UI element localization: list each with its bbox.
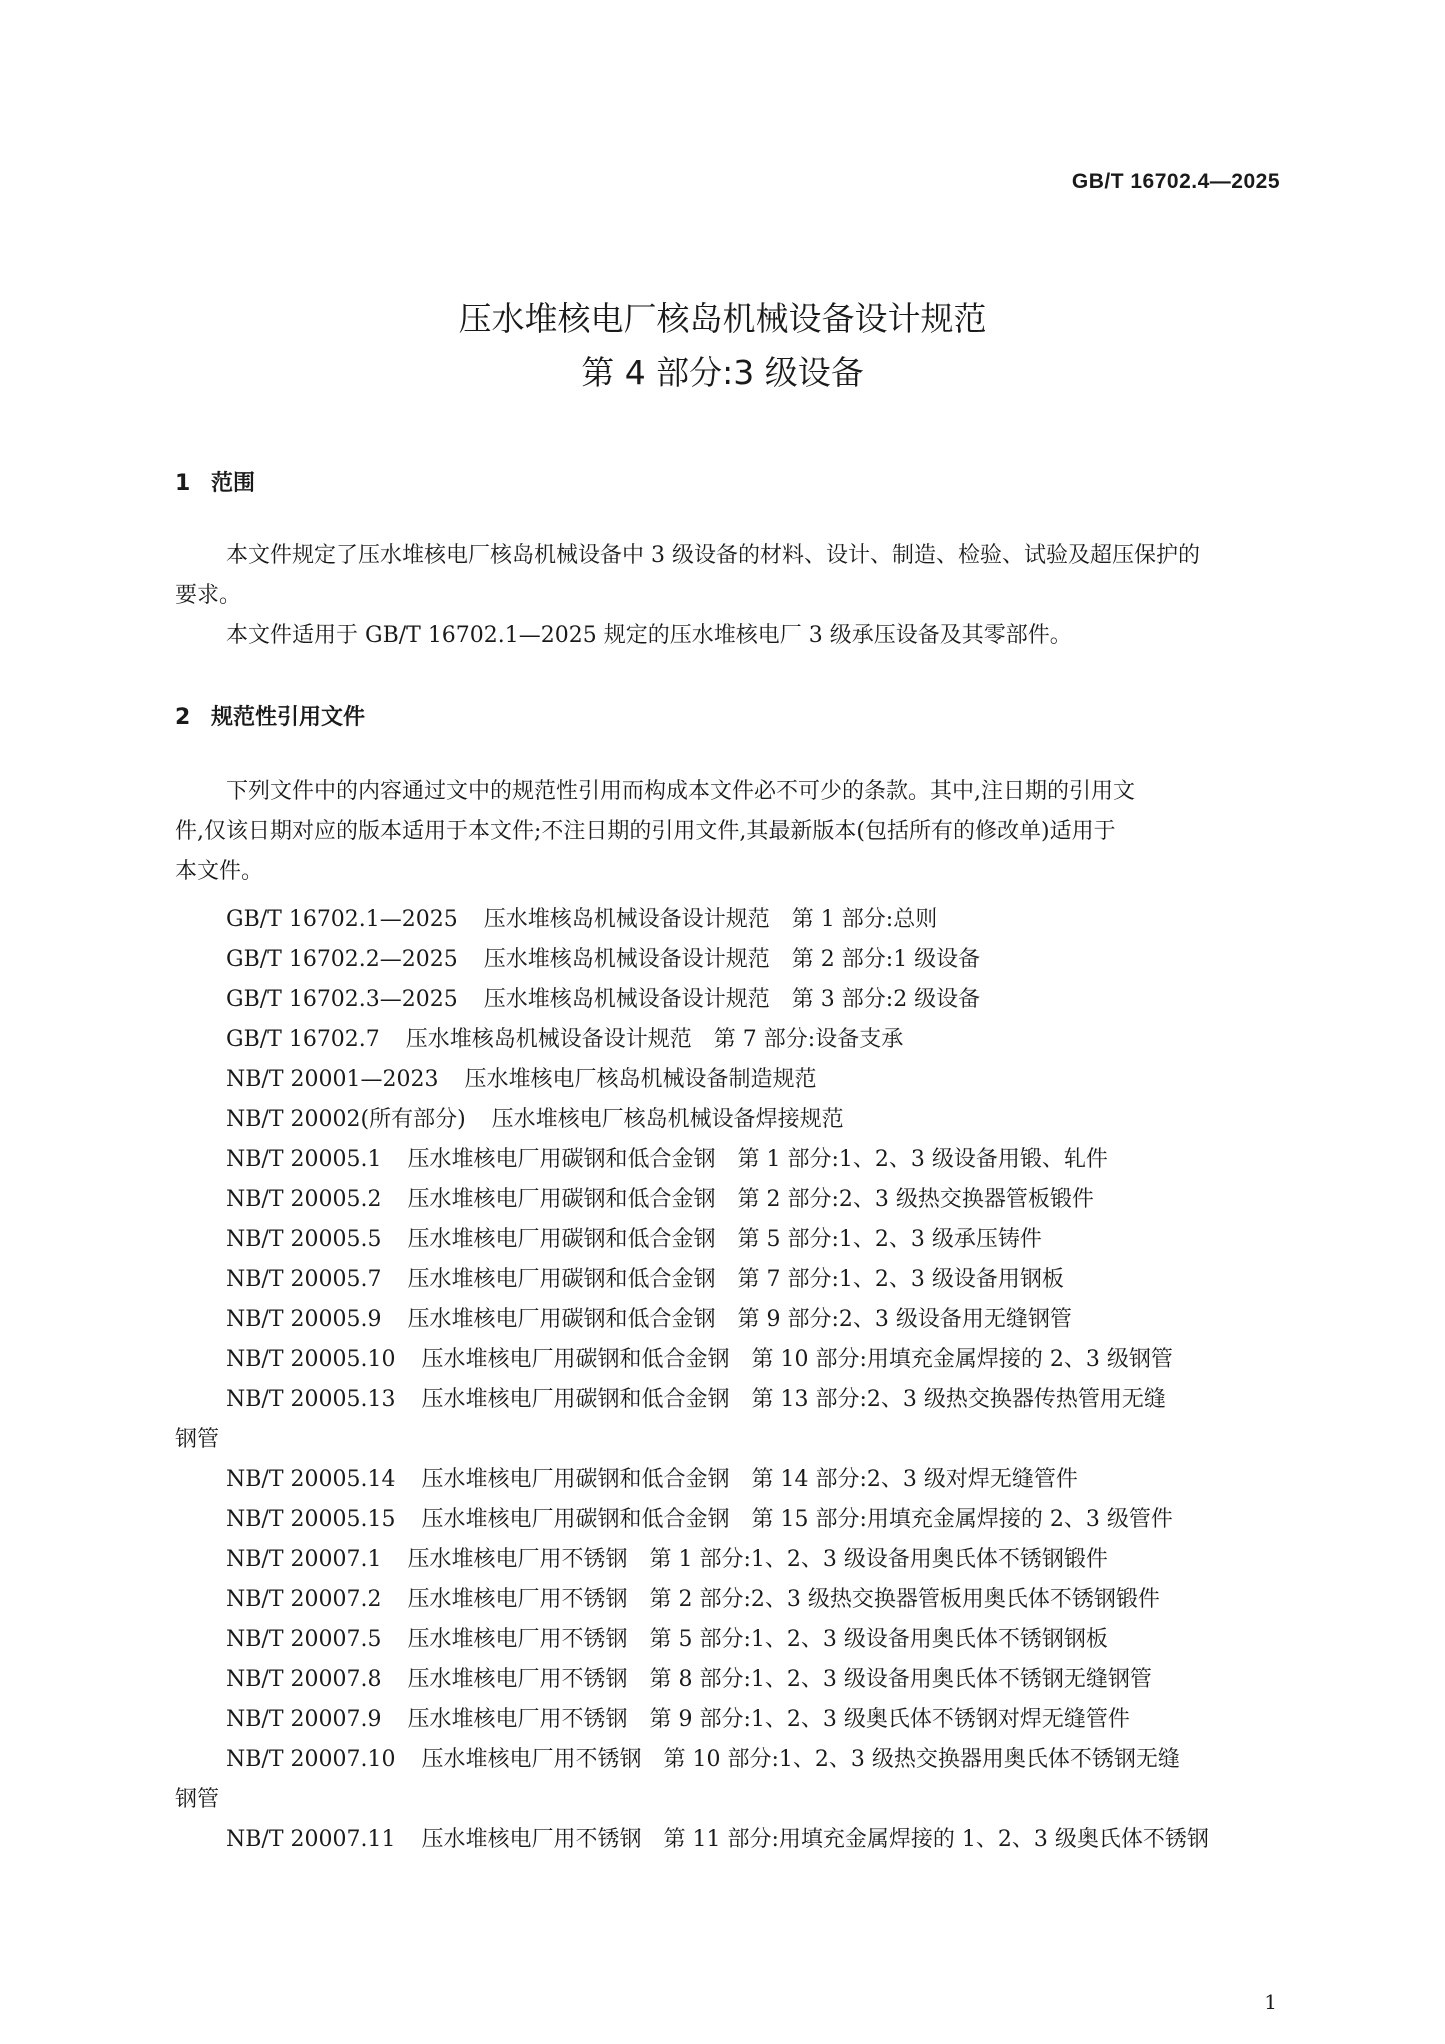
paragraph-line: 件,仅该日期对应的版本适用于本文件;不注日期的引用文件,其最新版本(包括所有的修改单)适用于 xyxy=(175,819,1116,844)
reference-code: NB/T 20005.5 xyxy=(226,1227,382,1252)
reference-code: NB/T 20007.2 xyxy=(226,1587,382,1612)
reference-item xyxy=(175,1020,1283,1060)
reference-title: 压水堆核岛机械设备设计规范 第 7 部分:设备支承 xyxy=(405,1027,904,1052)
reference-title: 压水堆核电厂用碳钢和低合金钢 第 2 部分:2、3 级热交换器管板锻件 xyxy=(407,1187,1094,1212)
reference-code: NB/T 20005.2 xyxy=(226,1187,382,1212)
reference-item xyxy=(175,1580,1283,1620)
section-1-paragraph-1 xyxy=(175,536,1283,616)
reference-item xyxy=(175,1180,1283,1220)
reference-item xyxy=(175,1140,1283,1180)
section-1-paragraph-2 xyxy=(175,616,1283,656)
reference-code: GB/T 16702.3—2025 xyxy=(226,987,458,1012)
reference-title: 压水堆核电厂用不锈钢 第 5 部分:1、2、3 级设备用奥氏体不锈钢钢板 xyxy=(407,1627,1108,1652)
normative-references-list xyxy=(175,900,1283,1860)
reference-item xyxy=(175,1740,1283,1820)
reference-code: NB/T 20005.15 xyxy=(226,1507,396,1532)
section-2-heading xyxy=(175,700,365,731)
reference-code: NB/T 20005.14 xyxy=(226,1467,396,1492)
reference-title: 压水堆核电厂用不锈钢 第 2 部分:2、3 级热交换器管板用奥氏体不锈钢锻件 xyxy=(407,1587,1160,1612)
reference-item xyxy=(175,1700,1283,1740)
reference-item xyxy=(175,980,1283,1020)
reference-code: NB/T 20007.5 xyxy=(226,1627,382,1652)
reference-code: NB/T 20007.10 xyxy=(226,1747,396,1772)
reference-title: 压水堆核电厂用碳钢和低合金钢 第 13 部分:2、3 级热交换器传热管用无缝 xyxy=(421,1387,1166,1412)
paragraph-line: 本文件适用于 GB/T 16702.1—2025 规定的压水堆核电厂 3 级承压设备及其零部件。 xyxy=(226,623,1072,648)
reference-code: NB/T 20007.8 xyxy=(226,1667,382,1692)
section-1-number: 1 xyxy=(175,471,191,496)
paragraph-line: 本文件规定了压水堆核电厂核岛机械设备中 3 级设备的材料、设计、制造、检验、试验及超压保护的 xyxy=(226,543,1200,568)
reference-item xyxy=(175,1620,1283,1660)
reference-title: 压水堆核电厂用碳钢和低合金钢 第 7 部分:1、2、3 级设备用钢板 xyxy=(407,1267,1064,1292)
reference-title: 压水堆核电厂用碳钢和低合金钢 第 10 部分:用填充金属焊接的 2、3 级钢管 xyxy=(421,1347,1173,1372)
reference-title: 压水堆核电厂用不锈钢 第 10 部分:1、2、3 级热交换器用奥氏体不锈钢无缝 xyxy=(421,1747,1180,1772)
reference-title: 压水堆核电厂用不锈钢 第 1 部分:1、2、3 级设备用奥氏体不锈钢锻件 xyxy=(407,1547,1108,1572)
standard-code: GB/T 16702.4—2025 xyxy=(1071,170,1280,193)
reference-item xyxy=(175,1540,1283,1580)
reference-code: NB/T 20007.9 xyxy=(226,1707,382,1732)
reference-code: NB/T 20002(所有部分) xyxy=(226,1107,466,1132)
reference-code: NB/T 20005.7 xyxy=(226,1267,382,1292)
reference-item xyxy=(175,1500,1283,1540)
paragraph-line: 本文件。 xyxy=(175,859,264,884)
reference-item xyxy=(175,1460,1283,1500)
title-line-1: 压水堆核电厂核岛机械设备设计规范 xyxy=(458,299,987,338)
paragraph-line: 下列文件中的内容通过文中的规范性引用而构成本文件必不可少的条款。其中,注日期的引用文 xyxy=(226,779,1135,804)
reference-item xyxy=(175,1260,1283,1300)
reference-item xyxy=(175,1060,1283,1100)
reference-title: 压水堆核电厂用碳钢和低合金钢 第 1 部分:1、2、3 级设备用锻、轧件 xyxy=(407,1147,1108,1172)
reference-item xyxy=(175,1380,1283,1460)
reference-code: NB/T 20001—2023 xyxy=(226,1067,439,1092)
reference-title: 压水堆核岛机械设备设计规范 第 2 部分:1 级设备 xyxy=(483,947,981,972)
reference-code: NB/T 20005.13 xyxy=(226,1387,396,1412)
reference-item xyxy=(175,1340,1283,1380)
section-2-title: 规范性引用文件 xyxy=(211,705,366,730)
reference-continuation: 钢管 xyxy=(175,1427,220,1452)
reference-item xyxy=(175,1220,1283,1260)
reference-title: 压水堆核电厂核岛机械设备制造规范 xyxy=(464,1067,817,1092)
reference-item xyxy=(175,940,1283,980)
reference-title: 压水堆核电厂用不锈钢 第 8 部分:1、2、3 级设备用奥氏体不锈钢无缝钢管 xyxy=(407,1667,1152,1692)
reference-item xyxy=(175,900,1283,940)
reference-title: 压水堆核电厂用不锈钢 第 11 部分:用填充金属焊接的 1、2、3 级奥氏体不锈钢 xyxy=(421,1827,1209,1852)
reference-item xyxy=(175,1100,1283,1140)
reference-continuation: 钢管 xyxy=(175,1787,220,1812)
section-1-title: 范围 xyxy=(211,471,256,496)
reference-code: NB/T 20005.10 xyxy=(226,1347,396,1372)
reference-title: 压水堆核电厂用碳钢和低合金钢 第 14 部分:2、3 级对焊无缝管件 xyxy=(421,1467,1078,1492)
reference-title: 压水堆核岛机械设备设计规范 第 3 部分:2 级设备 xyxy=(483,987,981,1012)
reference-item xyxy=(175,1820,1283,1860)
reference-code: GB/T 16702.2—2025 xyxy=(226,947,458,972)
document-title xyxy=(0,292,1445,400)
title-line-2: 第 4 部分:3 级设备 xyxy=(581,353,864,392)
reference-item xyxy=(175,1660,1283,1700)
page-number: 1 xyxy=(1264,1990,1277,2014)
section-2-intro xyxy=(175,772,1283,892)
reference-title: 压水堆核电厂用碳钢和低合金钢 第 5 部分:1、2、3 级承压铸件 xyxy=(407,1227,1042,1252)
reference-title: 压水堆核电厂用不锈钢 第 9 部分:1、2、3 级奥氏体不锈钢对焊无缝管件 xyxy=(407,1707,1130,1732)
reference-title: 压水堆核电厂用碳钢和低合金钢 第 9 部分:2、3 级设备用无缝钢管 xyxy=(407,1307,1072,1332)
reference-code: NB/T 20007.11 xyxy=(226,1827,396,1852)
reference-title: 压水堆核电厂核岛机械设备焊接规范 xyxy=(491,1107,844,1132)
reference-code: NB/T 20007.1 xyxy=(226,1547,382,1572)
section-1-heading xyxy=(175,466,255,497)
reference-title: 压水堆核电厂用碳钢和低合金钢 第 15 部分:用填充金属焊接的 2、3 级管件 xyxy=(421,1507,1173,1532)
section-2-number: 2 xyxy=(175,705,191,730)
reference-code: NB/T 20005.9 xyxy=(226,1307,382,1332)
reference-code: NB/T 20005.1 xyxy=(226,1147,382,1172)
paragraph-line: 要求。 xyxy=(175,583,242,608)
reference-code: GB/T 16702.7 xyxy=(226,1027,380,1052)
reference-code: GB/T 16702.1—2025 xyxy=(226,907,458,932)
reference-item xyxy=(175,1300,1283,1340)
reference-title: 压水堆核岛机械设备设计规范 第 1 部分:总则 xyxy=(483,907,938,932)
